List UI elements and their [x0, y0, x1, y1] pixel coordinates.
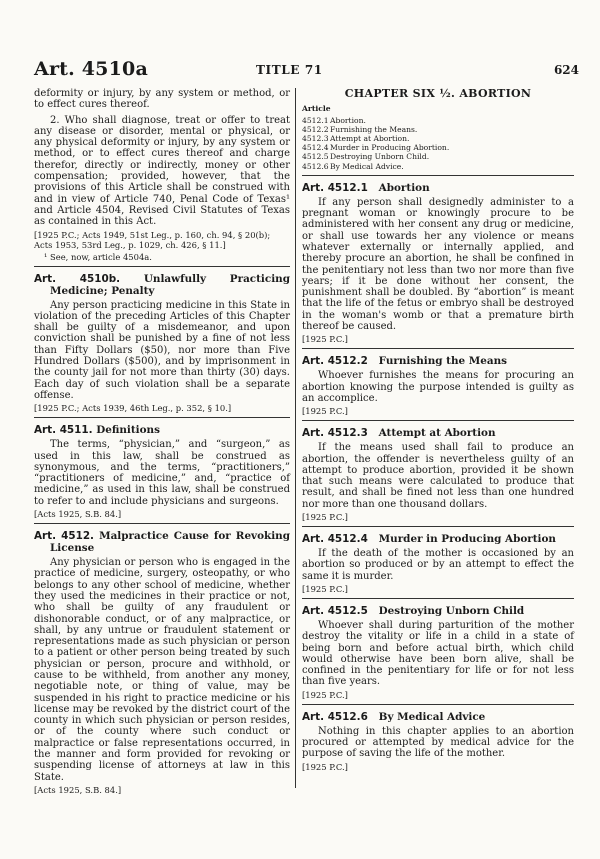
toc-item — [302, 162, 574, 171]
article-title: Malpractice Cause for Revoking License — [50, 530, 290, 555]
article-label: Art. 4512.6 — [302, 710, 368, 723]
running-head-title: TITLE 71 — [256, 63, 323, 77]
source-note: [1925 P.C.; Acts 1949, 51st Leg., p. 160, ch. 94, § 20(b); Acts 1953, 53rd Leg., p. 1029, ch. 426, § 11.] — [34, 229, 271, 250]
source-note: [1925 P.C.] — [302, 406, 348, 417]
page-header — [34, 56, 579, 82]
article-heading-4511 — [34, 424, 290, 436]
source-note: [1925 P.C.] — [302, 334, 348, 345]
article-heading-4512-6 — [302, 711, 574, 723]
article-title: Abortion — [378, 181, 430, 194]
article-label: Art. 4512.2 — [302, 355, 368, 368]
toc-item — [302, 116, 574, 125]
article-label: Art. 4512.4 — [302, 533, 368, 546]
source-note: [1925 P.C.] — [302, 689, 348, 700]
source-note: [Acts 1925, S.B. 84.] — [34, 784, 122, 795]
source-note: [Acts 1925, S.B. 84.] — [34, 509, 122, 520]
toc-title: Attempt at Abortion. — [330, 134, 410, 143]
source-note: [1925 P.C.] — [302, 583, 348, 594]
toc-title: Murder in Producing Abortion. — [330, 143, 450, 153]
article-heading-4512-4 — [302, 533, 574, 545]
section-rule — [302, 175, 574, 176]
toc-number: 4512.3 — [302, 134, 329, 143]
article-heading-4512 — [34, 530, 290, 554]
article-text: If the death of the mother is occasioned by an abortion so produced or by an attempt to effect the same it is murder. — [302, 548, 574, 582]
article-text: If the means used shall fail to produce an abortion, the offender is nevertheless guilty of an attempt to produce abortion, provided it be shown that such means were calculated to produce that result, and shall be fined not less than one hundred nor more than one thousand dollars. — [302, 442, 574, 510]
footnote: ¹ See, now, article 4504a. — [44, 251, 152, 262]
toc-title: Furnishing the Means. — [330, 124, 418, 134]
chapter-title: CHAPTER SIX ½. ABORTION — [344, 87, 532, 100]
article-title: Unlawfully Practicing Medicine; Penalty — [50, 272, 290, 297]
section-rule — [34, 266, 290, 267]
paragraph: deformity or injury, by any system or method, or to effect cures thereof. — [34, 88, 290, 111]
article-label: Art. 4510b. — [34, 272, 121, 285]
section-rule — [34, 523, 290, 524]
section-rule — [302, 526, 574, 527]
source-note: [1925 P.C.; Acts 1939, 46th Leg., p. 352, § 10.] — [34, 403, 232, 414]
page-number: 624 — [553, 63, 579, 77]
article-text: Whoever shall during parturition of the mother destroy the vitality or life in a child in a state of being born and before actual birth, which child would otherwise have been born alive, shall be confined in the penitentiary for life or for not less than five years. — [302, 619, 574, 688]
toc-title: By Medical Advice. — [330, 161, 404, 171]
toc-title: Destroying Unborn Child. — [330, 152, 430, 162]
article-text: If any person shall designedly administer to a pregnant woman or knowingly procure to be administered with her consent any drug or medicine, or shall use towards her any violence or means whatever externally or internally applied, and thereby procure an abortion, he shall be confined in the penitentiary not less than two nor more than five years; if it be done without her consent, the punishment shall be doubled. By “abortion” is meant that the life of the fetus or embryo shall be destroyed in the woman's womb or that a premature birth thereof be caused. — [302, 196, 574, 333]
section-rule — [302, 598, 574, 599]
article-text: Any physician or person who is engaged in the practice of medicine, surgery, osteopathy, or who belongs to any other school of medicine, whether they used the medicines in their practice or not, who shall be guilty of any fraudulent or dishonorable conduct, or of any malpractice, or shall, by any untrue or fraudulent statement or representations made as such physician or person to a patient or other person being treated by such physician or person, procure and withhold, or cause to be withheld, from another any money, negotiable note, or thing of value, may be suspended in his right to practice medicine or his license may be revoked by the district court of the county in which such physician or person resides, or of the county where such conduct or malpractice or false representations occurred, in the manner and form provided for revoking or suspending license of attorneys at law in this State. — [34, 557, 290, 783]
column-divider — [295, 88, 296, 788]
article-heading-4510b — [34, 273, 290, 297]
toc-item — [302, 125, 574, 134]
toc-number: 4512.4 — [302, 143, 329, 153]
section-rule — [302, 420, 574, 421]
left-column — [34, 88, 290, 795]
table-of-contents — [302, 116, 574, 171]
article-label: Art. 4512.3 — [302, 427, 368, 440]
source-note: [1925 P.C.] — [302, 512, 348, 523]
article-heading-4512-5 — [302, 605, 574, 617]
toc-item — [302, 143, 574, 152]
section-rule — [302, 704, 574, 705]
running-head-article: Art. 4510a — [34, 58, 148, 80]
toc-number: 4512.6 — [302, 161, 329, 171]
toc-title: Abortion. — [330, 115, 366, 125]
article-label: Art. 4512. — [34, 530, 95, 543]
article-label: Art. 4511. — [34, 424, 93, 437]
article-text: Any person practicing medicine in this State in violation of the preceding Articles of this Chapter shall be guilty of a misdemeanor, and upon conviction shall be punished by a fine of not less than Fifty Dollars ($50), nor more than Five Hundred Dollars ($500), and by imprisonment in the county jail for not more than thirty (30) days. Each day of such violation shall be a separate offense. — [34, 299, 290, 401]
paragraph: 2. Who shall diagnose, treat or offer to treat any disease or disorder, mental or physical, or any physical deformity or injury, by any system or method, or to effect cures thereof and charge therefor, directly or indirectly, money or other compensation; provided, however, that the provisions of this Article shall be construed with and in view of Article 740, Penal Code of Texas¹ and Article 4504, Revised Civil Statutes of Texas as contained in this Act. — [34, 114, 290, 228]
toc-number: 4512.5 — [302, 152, 329, 162]
article-heading-4512-3 — [302, 427, 574, 439]
article-text: Whoever furnishes the means for procuring an abortion knowing the purpose intended is guilty as an accomplice. — [302, 370, 574, 404]
article-label: Art. 4512.1 — [302, 181, 368, 194]
toc-label: Article — [302, 104, 331, 114]
toc-number: 4512.1 — [302, 115, 329, 125]
article-title: By Medical Advice — [378, 710, 486, 723]
article-title: Destroying Unborn Child — [378, 604, 525, 617]
source-note: [1925 P.C.] — [302, 761, 348, 772]
article-title: Murder in Producing Abortion — [378, 533, 556, 546]
article-heading-4512-2 — [302, 355, 574, 367]
article-text: The terms, “physician,” and “surgeon,” as used in this law, shall be construed as synonymous, and the terms, “practitioners,” “practitioners of medicine,” and, “practice of medicine,” as used in this law, shall be construed to refer to and include physicians and surgeons. — [34, 439, 290, 507]
article-label: Art. 4512.5 — [302, 604, 368, 617]
section-rule — [302, 348, 574, 349]
toc-number: 4512.2 — [302, 124, 329, 134]
toc-item — [302, 134, 574, 143]
article-text: Nothing in this chapter applies to an abortion procured or attempted by medical advice for the purpose of saving the life of the mother. — [302, 725, 574, 760]
article-title: Attempt at Abortion — [378, 427, 496, 440]
right-column — [302, 88, 574, 772]
section-rule — [34, 417, 290, 418]
article-title: Definitions — [96, 424, 160, 437]
toc-item — [302, 152, 574, 161]
article-title: Furnishing the Means — [378, 355, 508, 368]
article-heading-4512-1 — [302, 182, 574, 194]
